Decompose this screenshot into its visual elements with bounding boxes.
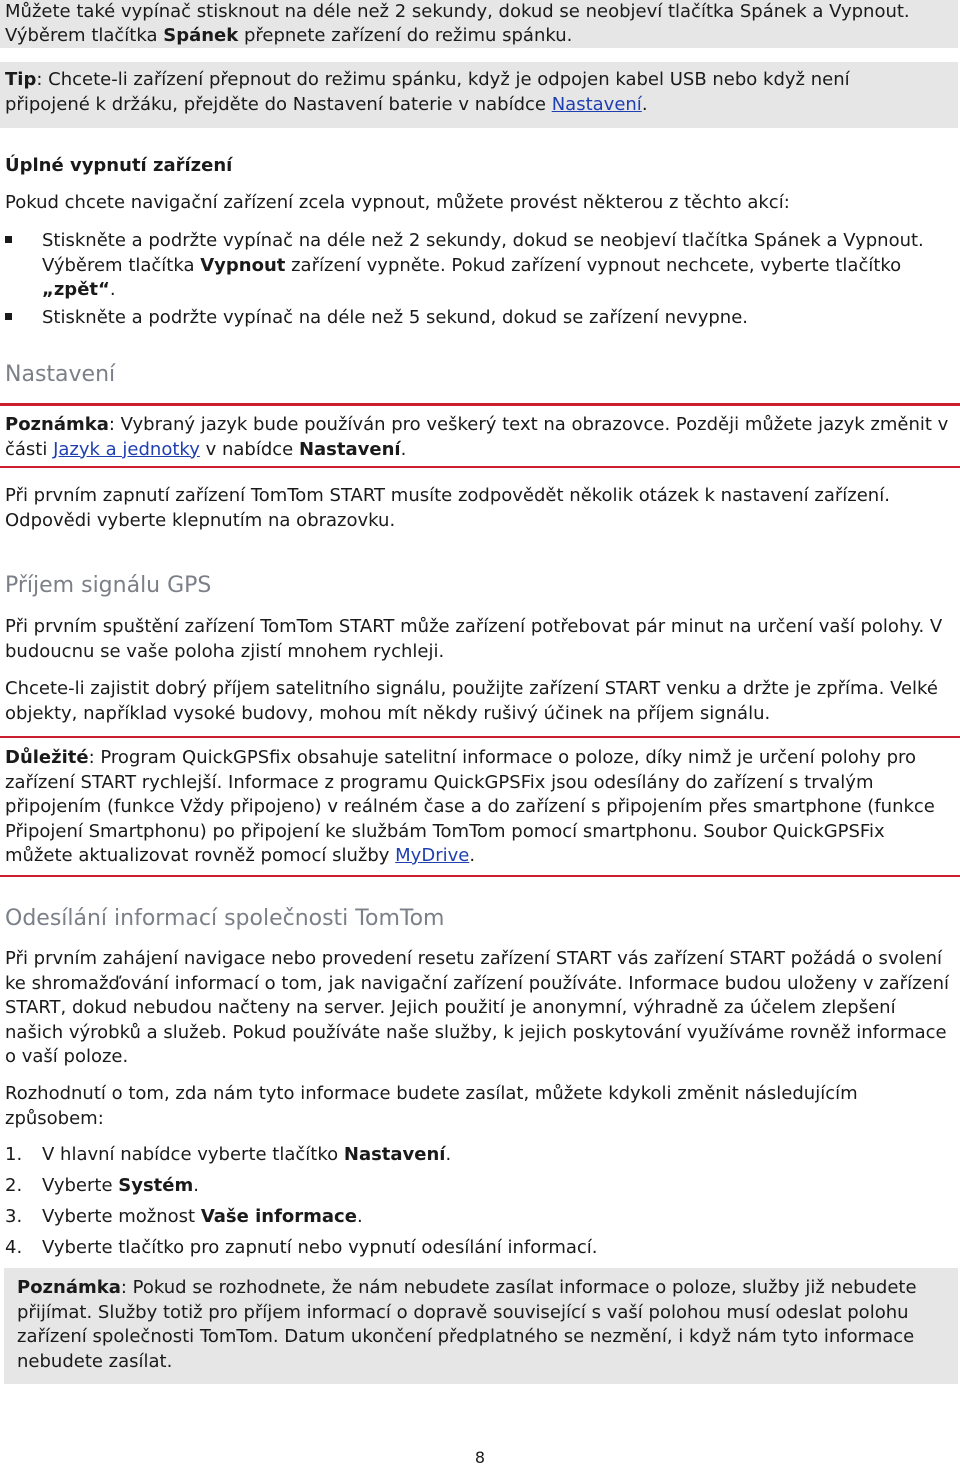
settings-paragraph: Při prvním zapnutí zařízení TomTom START musíte zodpovědět několik otázek k nastavení zařízení. Odpovědi vyberte klepnutím na obrazovku. [5, 485, 890, 531]
step-number: 2. [5, 1175, 23, 1196]
tip-label: Tip [5, 69, 37, 90]
sending-note: Poznámka: Pokud se rozhodnete, že nám nebudete zasílat informace o poloze, služby již nebudete přijímat. Služby totiž pro příjem informací o dopravě související s vaší polohou musí odeslat polohu zařízení společnosti TomTom. Datum ukončení předplatného se nezmění, i když nám tyto informace nebudete zasílat. [17, 1277, 917, 1372]
intro-line-2: Výběrem tlačítka Spánek přepnete zařízení do režimu spánku. [5, 25, 573, 46]
mydrive-link[interactable]: MyDrive [395, 845, 470, 866]
section-rule [0, 403, 960, 406]
sending-paragraph-2: Rozhodnutí o tom, zda nám tyto informace budete zasílat, můžete kdykoli změnit následujícím způsobem: [5, 1083, 858, 1129]
gps-important: Důležité: Program QuickGPSfix obsahuje satelitní informace o poloze, díky nimž je určení polohy pro zařízení START rychlejší. Informace z programu QuickGPSFix jsou odesílány do zařízení s trvalým připojením (funkce Vždy připojeno) v reálném čase a do zařízení s připojením přes smartphone (funkce Připojení Smartphonu) po připojení ke službám TomTom pomocí smartphonu. Soubor QuickGPSFix můžete aktualizovat rovněž pomocí služby MyDrive. [5, 747, 935, 866]
important-label: Důležité [5, 747, 89, 768]
page-number: 8 [474, 1448, 486, 1467]
note-label: Poznámka [5, 414, 109, 435]
section-rule [0, 875, 960, 877]
language-units-link[interactable]: Jazyk a jednotky [53, 438, 200, 460]
step-2: Vyberte Systém. [42, 1175, 199, 1196]
sending-heading: Odesílání informací společnosti TomTom [5, 906, 445, 931]
settings-heading: Nastavení [5, 362, 116, 387]
settings-link[interactable]: Nastavení [551, 93, 642, 115]
step-number: 4. [5, 1237, 23, 1258]
bullet-marker [5, 236, 12, 243]
step-number: 3. [5, 1206, 23, 1227]
step-1: V hlavní nabídce vyberte tlačítko Nastavení. [42, 1144, 452, 1165]
tip-text: Tip: Chcete-li zařízení přepnout do režimu spánku, když je odpojen kabel USB nebo když není připojené k držáku, přejděte do Nastavení baterie v nabídce Nastavení. [5, 69, 850, 115]
step-number: 1. [5, 1144, 23, 1165]
intro-line-1: Můžete také vypínač stisknout na déle než 2 sekundy, dokud se neobjeví tlačítka Spánek a Vypnout. [5, 1, 910, 22]
section-rule [0, 466, 960, 468]
step-3: Vyberte možnost Vaše informace. [42, 1206, 363, 1227]
shutdown-bullet-1: Stiskněte a podržte vypínač na déle než 2 sekundy, dokud se neobjeví tlačítka Spánek a Vypnout. Výběrem tlačítka Vypnout zařízení vypněte. Pokud zařízení vypnout nechcete, vyberte tlačítko „zpět“. [42, 230, 924, 300]
sending-paragraph-1: Při prvním zahájení navigace nebo provedení resetu zařízení START vás zařízení START požádá o svolení ke shromažďování informací o tom, jak navigační zařízení používáte. Informace budou uloženy v zařízení START, dokud nebudou načteny na server. Jejich použití je anonymní, výhradně za účelem zlepšení našich výrobků a služeb. Pokud používáte naše služby, k jejich poskytování využíváme rovněž informace o vaší poloze. [5, 948, 950, 1067]
shutdown-intro: Pokud chcete navigační zařízení zcela vypnout, můžete provést některou z těchto akcí: [5, 192, 790, 213]
gps-heading: Příjem signálu GPS [5, 573, 212, 598]
step-4: Vyberte tlačítko pro zapnutí nebo vypnutí odesílání informací. [42, 1237, 598, 1258]
settings-note: Poznámka: Vybraný jazyk bude používán pro veškerý text na obrazovce. Později můžete jazyk změnit v části Jazyk a jednotky v nabídce Nastavení. [5, 414, 949, 460]
shutdown-bullet-2: Stiskněte a podržte vypínač na déle než 5 sekund, dokud se zařízení nevypne. [42, 307, 749, 328]
note-label: Poznámka [17, 1277, 121, 1298]
gps-paragraph-1: Při prvním spuštění zařízení TomTom START může zařízení potřebovat pár minut na určení vaší polohy. V budoucnu se vaše poloha zjistí mnohem rychleji. [5, 616, 943, 662]
section-rule [0, 736, 960, 738]
bullet-marker [5, 313, 12, 320]
gps-paragraph-2: Chcete-li zajistit dobrý příjem satelitního signálu, použijte zařízení START venku a držte je zpříma. Velké objekty, například vysoké budovy, mohou mít někdy rušivý účinek na příjem signálu. [5, 678, 938, 724]
shutdown-heading: Úplné vypnutí zařízení [5, 155, 233, 176]
